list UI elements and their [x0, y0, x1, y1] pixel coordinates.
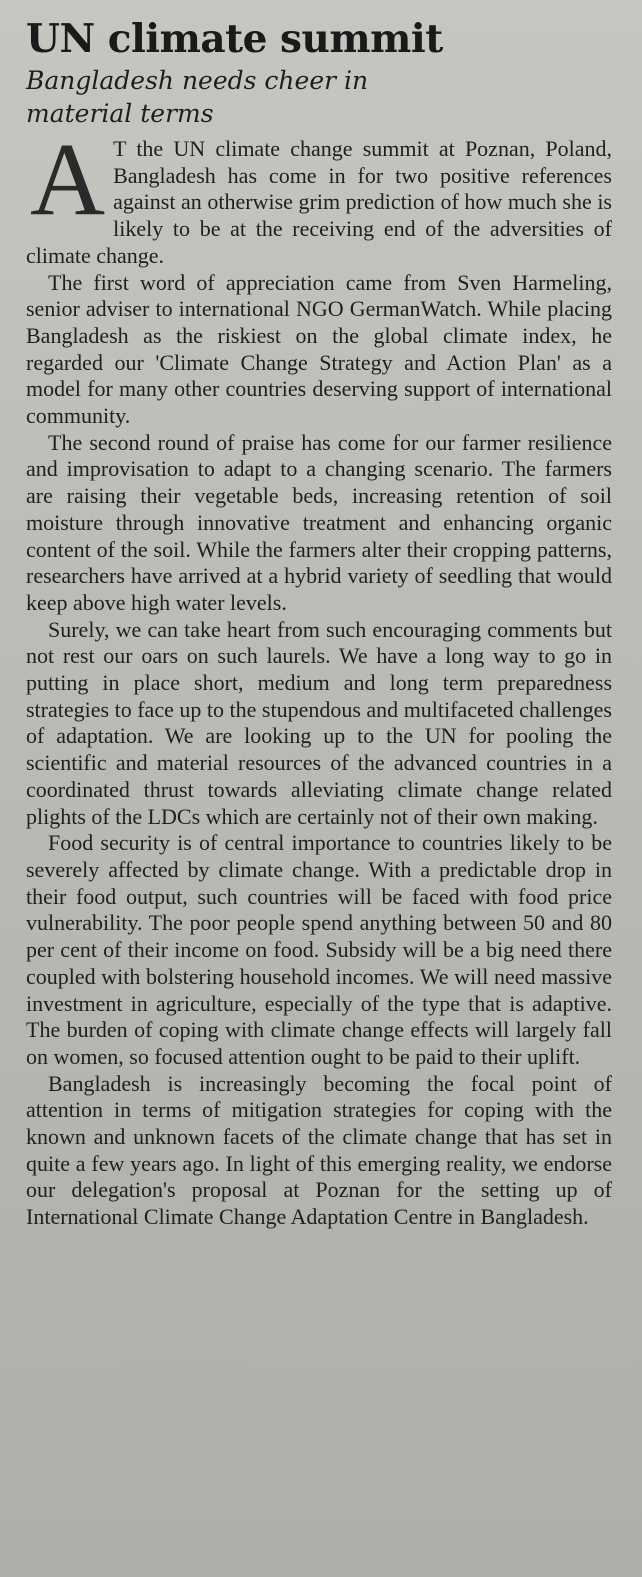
paragraph-1 [26, 122, 612, 270]
paragraph-5: Food security is of central importance to countries likely to be severely affected by climate change. With a predictable drop in their food output, such countries will be faced with food price vulnerability. The poor people spend anything between 50 and 80 per cent of their income on food. Subsidy will be a big need there coupled with bolstering household incomes. We will need massive investment in agriculture, especially of the type that is adaptive. The burden of coping with climate change effects will largely fall on women, so focused attention ought to be paid to their uplift. [26, 830, 612, 1069]
paragraph-3: The second round of praise has come for our farmer resilience and improvisation to adapt to a changing scenario. The farmers are raising their vegetable beds, increasing retention of soil moisture through innovative treatment and enhancing organic content of the soil. While the farmers alter their cropping patterns, researchers have arrived at a hybrid variety of seedling that would keep above high water levels. [26, 429, 612, 615]
article-body [26, 122, 612, 1231]
headline: UN climate summit [26, 16, 443, 62]
paragraph-2: The first word of appreciation came from Sven Harmeling, senior adviser to international NGO GermanWatch. While placing Bangladesh as the riskiest on the global climate index, he regarded our 'Climate Change Strategy and Action Plan' as a model for many other countries deserving support of international community. [26, 269, 612, 429]
subheadline: Bangladesh needs cheer in material terms [26, 66, 369, 128]
paragraph-1-text: T the UN climate change summit at Poznan, Poland, Bangladesh has come in for two positive references against an otherwise grim prediction of how much she is likely to be at the receiving end of the adversities of climate change. [26, 136, 612, 268]
drop-cap: A [30, 122, 106, 237]
paragraph-4: Surely, we can take heart from such encouraging comments but not rest our oars on such laurels. We have a long way to go in putting in place short, medium and long term preparedness strategies to face up to the stupendous and multifaceted challenges of adaptation. We are looking up to the UN for pooling the scientific and material resources of the advanced countries in a coordinated thrust towards alleviating climate change related plights of the LDCs which are certainly not of their own making. [26, 616, 612, 829]
paragraph-6: Bangladesh is increasingly becoming the focal point of attention in terms of mitigation strategies for coping with the known and unknown facets of the climate change that has set in quite a few years ago. In light of this emerging reality, we endorse our delegation's proposal at Poznan for the setting up of International Climate Change Adaptation Centre in Bangladesh. [26, 1070, 612, 1230]
